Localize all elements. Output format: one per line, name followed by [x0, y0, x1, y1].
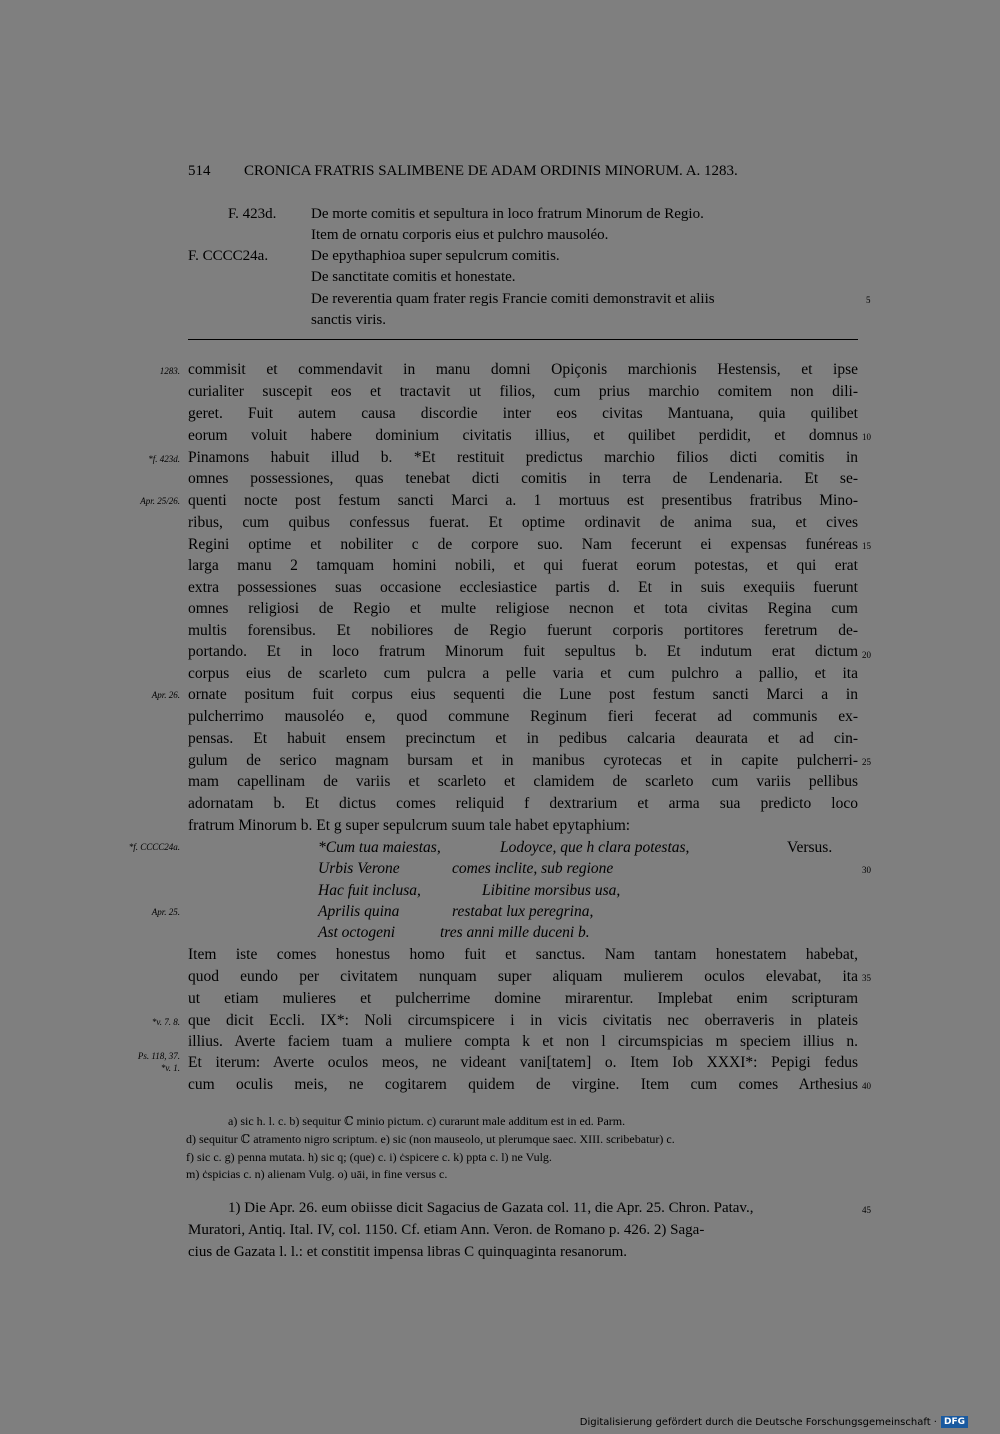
body-line: Et iterum: Averte oculos meos, ne videant vani[tatem] o. Item Iob XXXI*: Pepigi fedus	[188, 1054, 858, 1071]
margin-note: 1283.	[159, 366, 180, 376]
body-line: eorum voluit habere dominium civitatis illius, et quilibet perdidit, et domnus	[188, 427, 858, 444]
toc-entry: De epythaphioa super sepulcrum comitis.	[311, 248, 560, 264]
verse-line: Ast octogeni	[318, 924, 396, 941]
margin-note: Apr. 25.	[151, 907, 180, 917]
body-line: omnes possessiones, quas tenebat dicti comitis in terra de Lendenaria. Et se-	[188, 470, 858, 487]
verse-line: Libitine morsibus usa,	[482, 882, 621, 899]
body-line: ut etiam mulieres et pulcherrime domine mirarentur. Implebat enim scripturam	[188, 990, 858, 1007]
body-line: fratrum Minorum b. Et g super sepulcrum suum tale habet epytaphium:	[188, 817, 631, 834]
running-header	[188, 163, 858, 180]
verse-line: Urbis Verone	[318, 860, 400, 877]
toc-label: F. CCCC24a.	[188, 248, 269, 264]
line-number: 20	[862, 650, 871, 660]
toc-entry: De reverentia quam frater regis Francie comiti demonstravit et aliis	[311, 291, 715, 307]
toc-entry: De sanctitate comitis et honestate.	[311, 269, 516, 285]
body-line: illius. Averte faciem tuam a muliere compta k et non l circumspicias m speciem illius n.	[188, 1033, 858, 1050]
line-number: 45	[862, 1205, 871, 1215]
credit-text: Digitalisierung gefördert durch die Deutsche Forschungsgemeinschaft ·	[579, 1416, 937, 1428]
body-line: mam capellinam de variis et scarleto et clamidem de scarleto cum variis pellibus	[188, 773, 858, 790]
verse-line: restabat lux peregrina,	[452, 903, 594, 920]
margin-note: *v. 7. 8.	[151, 1017, 180, 1027]
body-line: ornate positum fuit corpus eius sequenti die Lune post festum sancti Marci a in	[188, 686, 858, 703]
footnote-line: 1) Die Apr. 26. eum obiisse dicit Sagacius de Gazata col. 11, die Apr. 25. Chron. Patav.,	[228, 1200, 754, 1216]
apparatus-line: d) sequitur ℂ atramento nigro scriptum. e) sic (non mauseolo, ut plerumque saec. XIII. scribebatur) c.	[186, 1132, 675, 1146]
margin-note: Apr. 25/26.	[140, 496, 180, 506]
apparatus-line: a) sic h. l. c. b) sequitur ℂ minio pictum. c) curarunt male additum est in ed. Parm.	[228, 1114, 626, 1128]
body-line: multis forensibus. Et nobiliores de Regio fuerunt corporis portitores feretrum de-	[188, 622, 858, 639]
margin-note: Ps. 118, 37.	[137, 1051, 180, 1061]
body-line: commisit et commendavit in manu domni Opiçonis marchionis Hestensis, et ipse	[188, 361, 858, 378]
line-number: 15	[862, 541, 871, 551]
body-line: curialiter suscepit eos et tractavit ut filios, cum prius marchio comitem non dili-	[188, 383, 858, 400]
verse-line: Aprilis quina	[318, 903, 400, 920]
body-line: Regini optime et nobiliter c de corpore suo. Nam fecerunt ei expensas funéreas	[188, 536, 858, 553]
toc-entry: sanctis viris.	[311, 312, 386, 328]
line-number: 40	[862, 1081, 871, 1091]
toc-entry: Item de ornatu corporis eius et pulchro mausoléo.	[311, 227, 609, 243]
body-line: pulcherrimo mausoléo e, quod commune Reginum fieri fecerat ad communis ex-	[188, 708, 858, 725]
margin-note: Apr. 26.	[151, 690, 180, 700]
dfg-logo: DFG	[941, 1416, 968, 1428]
body-line: quenti nocte post festum sancti Marci a. 1 mortuus est presentibus fratribus Mino-	[188, 492, 858, 509]
page-number: 514	[188, 163, 211, 179]
body-line: quod eundo per civitatem nunquam super aliquam mulierem oculos elevabat, ita	[188, 968, 858, 985]
body-line: cum oculis meis, ne cogitarem quidem de virgine. Item cum comes Arthesius	[188, 1076, 858, 1093]
line-number: 5	[866, 295, 871, 305]
apparatus-line: f) sic c. g) penna mutata. h) sic q; (que) c. i) ċspicere c. k) ppta c. l) ne Vulg.	[186, 1150, 552, 1164]
body-line: pensas. Et habuit ensem precinctum et in pedibus calcaria deaurata et ad cin-	[188, 730, 858, 747]
verse-line: Lodoyce, que h clara potestas,	[500, 839, 690, 856]
body-line: geret. Fuit autem causa discordie inter eos civitas Mantuana, quia quilibet	[188, 405, 858, 422]
margin-note: *f. CCCC24a.	[128, 842, 180, 852]
body-line: portando. Et in loco fratrum Minorum fuit sepultus b. Et indutum erat dictum	[188, 643, 858, 660]
body-line: gulum de serico magnam bursam et in manibus cyrotecas et in capite pulcherri-	[188, 752, 858, 769]
running-title: CRONICA FRATRIS SALIMBENE DE ADAM ORDINIS MINORUM. A. 1283.	[244, 163, 738, 179]
apparatus-line: m) ċspicias c. n) alienam Vulg. o) uāi, in fine versus c.	[186, 1167, 448, 1181]
body-line: ribus, cum quibus confessus fuerat. Et optime ordinavit de anima sua, et cives	[188, 514, 858, 531]
body-line: Item iste comes honestus homo fuit et sanctus. Nam tantam honestatem habebat,	[188, 946, 858, 963]
footnote-line: Muratori, Antiq. Ital. IV, col. 1150. Cf. etiam Ann. Veron. de Romano p. 426. 2) Saga-	[188, 1222, 705, 1238]
footnote-line: cius de Gazata l. l.: et constitit impensa libras C quinquaginta resanorum.	[188, 1244, 628, 1260]
body-line: Pinamons habuit illud b. *Et restituit predictus marchio filios dicti comitis in	[188, 449, 858, 466]
verse-line: tres anni mille duceni b.	[440, 924, 590, 941]
body-line: adornatam b. Et dictus comes reliquid f dextrarium et arma sua predicto loco	[188, 795, 858, 812]
toc-entry: De morte comitis et sepultura in loco fratrum Minorum de Regio.	[311, 206, 704, 222]
verse-line: comes inclite, sub regione	[452, 860, 614, 877]
line-number: 25	[862, 757, 871, 767]
verse-line: *Cum tua maiestas,	[318, 839, 441, 856]
body-line: omnes religiosi de Regio et multe religiose necnon et tota civitas Regina cum	[188, 600, 858, 617]
toc-label: F. 423d.	[228, 206, 277, 222]
divider	[188, 339, 858, 340]
margin-note: *v. 1.	[160, 1063, 180, 1073]
line-number: 35	[862, 973, 871, 983]
body-line: corpus eius de scarleto cum pulcra a pelle varia et cum pulchro a pallio, et ita	[188, 665, 858, 682]
margin-note: *f. 423d.	[148, 454, 180, 464]
line-number: 30	[862, 865, 871, 875]
body-line: extra possessiones suas occasione ecclesiastice partis d. Et in suis exequiis fuerunt	[188, 579, 858, 596]
line-number: 10	[862, 432, 871, 442]
verse-label: Versus.	[787, 839, 833, 856]
body-line: larga manu 2 tamquam homini nobili, et qui fuerat eorum potestas, et qui erat	[188, 557, 858, 574]
verse-line: Hac fuit inclusa,	[318, 882, 421, 899]
body-line: que dicit Eccli. IX*: Noli circumspicere i in vicis civitatis nec oberraveris in plateis	[188, 1012, 858, 1029]
digitization-credit	[580, 1416, 968, 1428]
